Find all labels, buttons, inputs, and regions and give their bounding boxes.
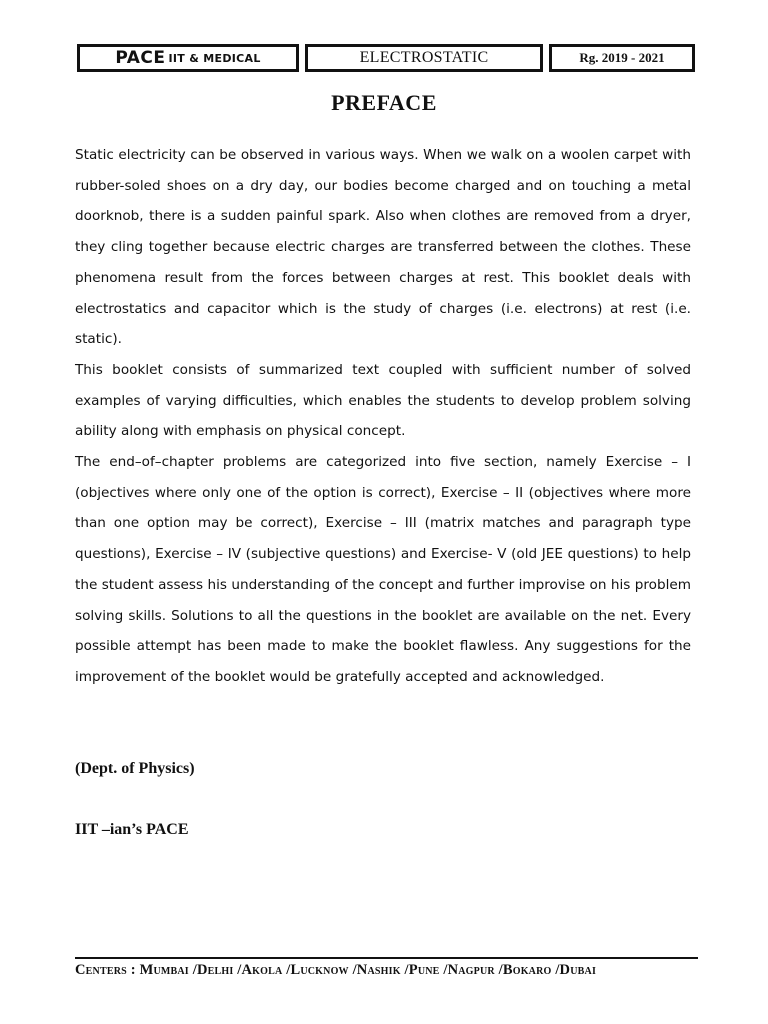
signature-org: IIT –ian’s PACE: [75, 821, 189, 838]
batch-label: Rg. 2019 - 2021: [549, 44, 695, 72]
footer-divider: [75, 957, 698, 959]
paragraph: Static electricity can be observed in various ways. When we walk on a woolen carpet with rubber-soled shoes on a dry day, our bodies become charged and on touching a metal doorknob, there is a sudden painful spark. Also when clothes are removed from a dryer, they cling together because electric charges are transferred between the clothes. These phenomena result from the forces between charges at rest. This booklet deals with electrostatics and capacitor which is the study of charges (i.e. electrons) at rest (i.e. static).: [75, 147, 691, 348]
footer-centers: Centers : Mumbai /Delhi /Akola /Lucknow /Nashik /Pune /Nagpur /Bokaro /Dubai: [75, 962, 597, 978]
brand-logo: [77, 44, 299, 72]
paragraph: The end–of–chapter problems are categorized into five section, namely Exercise – I (objectives where only one of the option is correct), Exercise – II (objectives where more than one option may be correct), Exercise – III (matrix matches and paragraph type questions), Exercise – IV (subjective questions) and Exercise- V (old JEE questions) to help the student assess his understanding of the concept and further improvise on his problem solving skills. Solutions to all the questions in the booklet are available on the net. Every possible attempt has been made to make the booklet flawless. Any suggestions for the improvement of the booklet would be gratefully accepted and acknowledged.: [75, 454, 691, 685]
paragraph: This booklet consists of summarized text coupled with sufficient number of solved examples of varying difficulties, which enables the students to develop problem solving ability along with emphasis on physical concept.: [75, 361, 691, 440]
page-title: PREFACE: [331, 90, 437, 115]
signature-dept: (Dept. of Physics): [75, 760, 195, 777]
logo-subtitle: IIT & MEDICAL: [168, 51, 261, 65]
page-header: [77, 44, 695, 72]
logo-brand: PACE: [115, 48, 166, 68]
topic-title: ELECTROSTATIC: [305, 44, 543, 72]
preface-body: [75, 140, 691, 693]
